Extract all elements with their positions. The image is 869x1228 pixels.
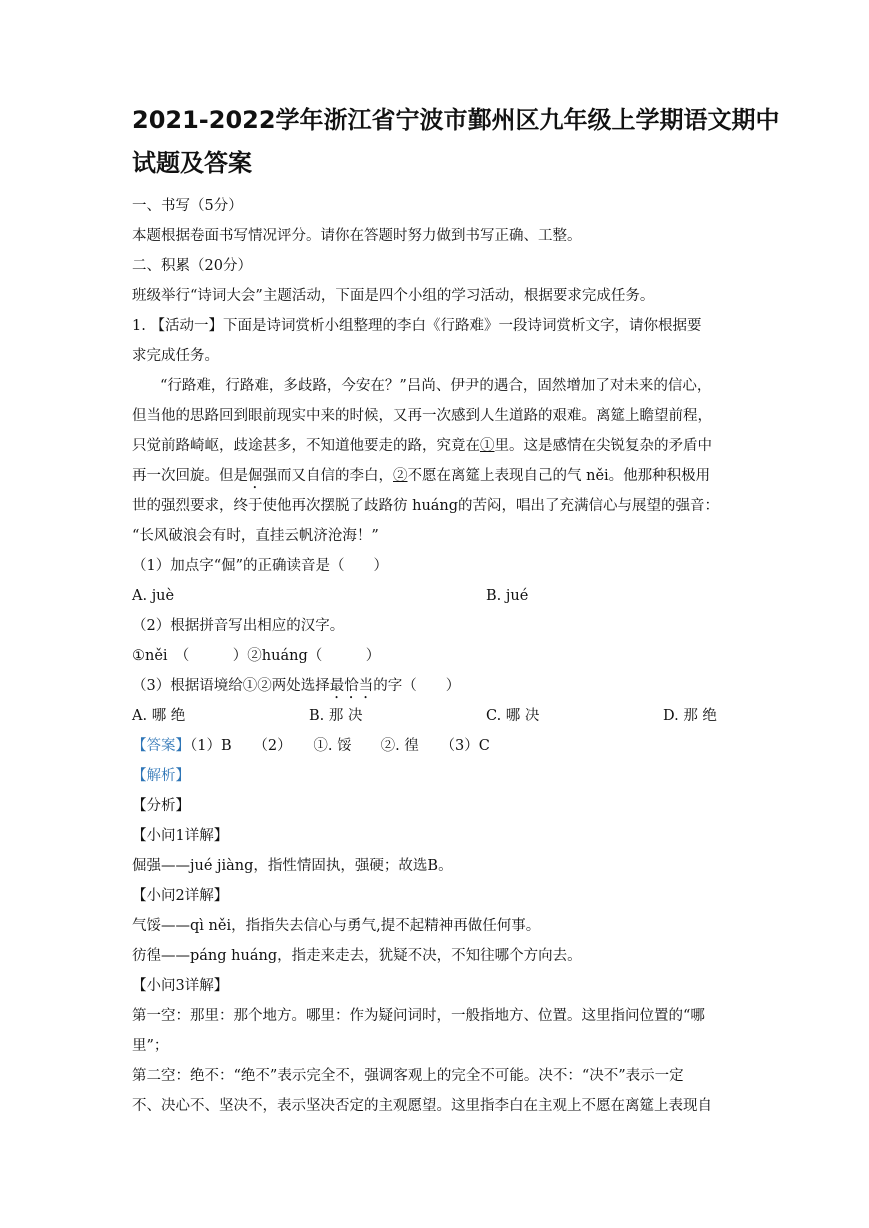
- passage-line-3: [132, 436, 712, 456]
- q3-detail-heading: 【小问3详解】: [132, 978, 229, 994]
- sub-question-3: [132, 676, 460, 702]
- passage-line-4c: 不愿在离筵上表现自己的气 něi。他那种积极用: [407, 468, 711, 484]
- sub-question-2-blanks: ①něi （ ）②huáng（ ）: [132, 648, 381, 664]
- section1-heading: 一、书写（5分）: [132, 198, 243, 214]
- q2-detail-text-2: 彷徨——páng huáng，指走来走去，犹疑不决，不知往哪个方向去。: [132, 948, 582, 964]
- passage-line-2: 但当他的思路回到眼前现实中来的时候，又再一次感到人生道路的艰难。离筵上瞻望前程，: [132, 408, 712, 424]
- question1-stem-line1: 1. 【活动一】下面是诗词赏析小组整理的李白《行路难》一段诗词赏析文字，请你根据要: [132, 318, 702, 334]
- sub3-option-a: A. 哪 绝: [132, 708, 186, 724]
- q3-detail-line-3: 第二空：绝不：“绝不”表示完全不，强调客观上的完全不可能。决不：“决不”表示一定: [132, 1068, 684, 1084]
- passage-line-6: “长风破浪会有时，直挂云帆济沧海！”: [132, 528, 379, 544]
- q3-detail-line-4: 不、决心不、坚决不，表示坚决否定的主观愿望。这里指李白在主观上不愿在离筵上表现自: [132, 1098, 712, 1114]
- section1-text: 本题根据卷面书写情况评分。请你在答题时努力做到书写正确、工整。: [132, 228, 582, 244]
- sub-question-2: （2）根据拼音写出相应的汉字。: [132, 618, 345, 634]
- sub-question-3a: （3）根据语境给①②两处选择: [132, 678, 330, 694]
- blank-mark-2: ②: [393, 468, 408, 484]
- sub-question-1: （1）加点字“倔”的正确读音是（ ）: [132, 558, 389, 574]
- passage-line-4: [132, 466, 710, 492]
- sub3-option-d: D. 那 绝: [663, 708, 717, 724]
- passage-line-4b: 强而又自信的李白，: [262, 468, 393, 484]
- document-title-line-1: 2021-2022学年浙江省宁波市鄞州区九年级上学期语文期中: [132, 106, 780, 134]
- sub1-option-a: A. juè: [132, 588, 175, 604]
- answer-line: [132, 736, 490, 756]
- q3-detail-line-1: 第一空：那里：那个地方。哪里：作为疑问词时，一般指地方、位置。这里指问位置的“哪: [132, 1008, 705, 1024]
- blank-mark-1: ①: [480, 438, 495, 454]
- answer-label: 【答案】: [132, 738, 190, 754]
- passage-line-3a: 只觉前路崎岖，歧途甚多，不知道他要走的路，究竟在: [132, 438, 480, 454]
- q2-detail-heading: 【小问2详解】: [132, 888, 229, 904]
- passage-line-5: 世的强烈要求，终于使他再次摆脱了歧路彷 huáng的苦闷，唱出了充满信心与展望的强音：: [132, 498, 720, 514]
- sub-question-3b: 的字（ ）: [373, 678, 461, 694]
- q1-detail-text: 倔强——jué jiàng，指性情固执，强硬；故选B。: [132, 858, 453, 874]
- q3-detail-line-2: 里”；: [132, 1038, 169, 1054]
- dotted-words: 最恰当: [329, 678, 374, 694]
- passage-line-4a: 再一次回旋。但是: [132, 468, 248, 484]
- section2-heading: 二、积累（20分）: [132, 258, 252, 274]
- passage-line-1: “行路难，行路难，多歧路，今安在？”吕尚、伊尹的遇合，固然增加了对未来的信心，: [160, 378, 712, 394]
- q2-detail-text-1: 气馁——qì něi，指指失去信心与勇气,提不起精神再做任何事。: [132, 918, 541, 934]
- sub1-option-b: B. jué: [486, 588, 529, 604]
- dotted-character-jue: 倔: [248, 468, 263, 484]
- fenxi-heading: 【分析】: [132, 798, 190, 814]
- section2-intro: 班级举行“诗词大会”主题活动，下面是四个小组的学习活动，根据要求完成任务。: [132, 288, 655, 304]
- document-title-line-2: 试题及答案: [132, 149, 252, 177]
- sub3-option-b: B. 那 决: [309, 708, 363, 724]
- question1-stem-line2: 求完成任务。: [132, 348, 219, 364]
- q1-detail-heading: 【小问1详解】: [132, 828, 229, 844]
- sub3-option-c: C. 哪 决: [486, 708, 540, 724]
- passage-line-3b: 里。这是感情在尖锐复杂的矛盾中: [494, 438, 712, 454]
- analysis-label: 【解析】: [132, 768, 190, 784]
- answer-text: （1）B （2） ①. 馁 ②. 徨 （3）C: [190, 738, 490, 754]
